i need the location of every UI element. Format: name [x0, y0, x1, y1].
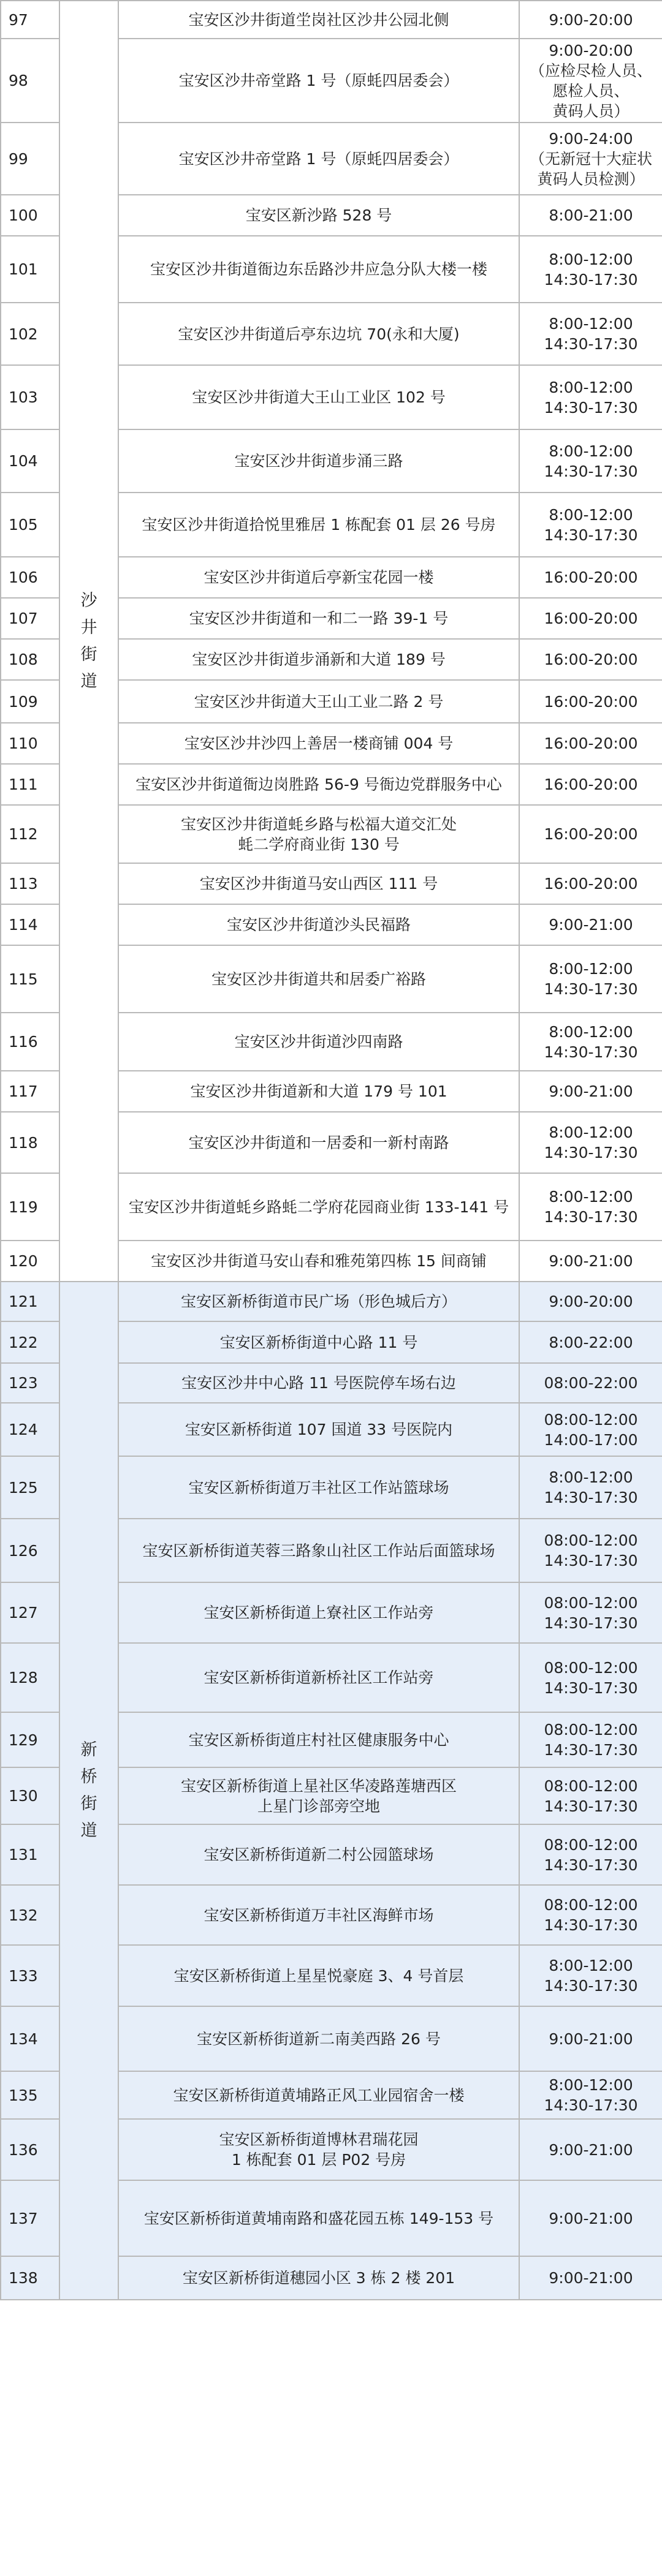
- site-address: 宝安区新桥街道上寮社区工作站旁: [118, 1582, 519, 1643]
- opening-hours: 8:00-12:00 14:30-17:30: [519, 1945, 662, 2006]
- row-number: 136: [1, 2119, 59, 2180]
- row-number: 98: [1, 39, 59, 123]
- opening-hours: 8:00-12:00 14:30-17:30: [519, 1112, 662, 1173]
- site-address: 宝安区沙井街道后亭新宝花园一楼: [118, 557, 519, 598]
- site-address: 宝安区沙井街道沙头民福路: [118, 904, 519, 945]
- opening-hours: 9:00-24:00 （无新冠十大症状 黄码人员检测）: [519, 123, 662, 195]
- site-address: 宝安区沙井街道步涌三路: [118, 429, 519, 493]
- opening-hours: 16:00-20:00: [519, 764, 662, 805]
- site-address: 宝安区沙井街道步涌新和大道 189 号: [118, 639, 519, 680]
- opening-hours: 9:00-21:00: [519, 2256, 662, 2300]
- table-row: [1, 1282, 662, 1321]
- row-number: 125: [1, 1456, 59, 1519]
- site-address: 宝安区沙井街道大王山工业区 102 号: [118, 365, 519, 429]
- row-number: 138: [1, 2256, 59, 2300]
- row-number: 132: [1, 1885, 59, 1945]
- opening-hours: 8:00-12:00 14:30-17:30: [519, 493, 662, 557]
- site-address: 宝安区沙井街道后亭东边坑 70(永和大厦): [118, 303, 519, 365]
- opening-hours: 8:00-12:00 14:30-17:30: [519, 945, 662, 1013]
- site-address: 宝安区新桥街道庄村社区健康服务中心: [118, 1712, 519, 1767]
- opening-hours: 8:00-12:00 14:30-17:30: [519, 1456, 662, 1519]
- row-number: 129: [1, 1712, 59, 1767]
- table-row: [1, 1, 662, 39]
- row-number: 100: [1, 195, 59, 236]
- opening-hours: 9:00-21:00: [519, 2006, 662, 2071]
- opening-hours: 9:00-21:00: [519, 1241, 662, 1282]
- row-number: 126: [1, 1519, 59, 1582]
- site-address: 宝安区新桥街道博林君瑞花园 1 栋配套 01 层 P02 号房: [118, 2119, 519, 2180]
- opening-hours: 9:00-21:00: [519, 2119, 662, 2180]
- opening-hours: 08:00-22:00: [519, 1363, 662, 1403]
- opening-hours: 08:00-12:00 14:30-17:30: [519, 1824, 662, 1885]
- row-number: 111: [1, 764, 59, 805]
- opening-hours: 8:00-21:00: [519, 195, 662, 236]
- opening-hours: 9:00-21:00: [519, 1071, 662, 1112]
- row-number: 127: [1, 1582, 59, 1643]
- opening-hours: 08:00-12:00 14:30-17:30: [519, 1519, 662, 1582]
- site-address: 宝安区沙井街道新和大道 179 号 101: [118, 1071, 519, 1112]
- site-address: 宝安区新桥街道万丰社区工作站篮球场: [118, 1456, 519, 1519]
- site-address: 宝安区新沙路 528 号: [118, 195, 519, 236]
- site-address: 宝安区沙井中心路 11 号医院停车场右边: [118, 1363, 519, 1403]
- site-address: 宝安区新桥街道上星社区华凌路莲塘西区 上星门诊部旁空地: [118, 1767, 519, 1824]
- site-address: 宝安区新桥街道穗园小区 3 栋 2 楼 201: [118, 2256, 519, 2300]
- row-number: 135: [1, 2071, 59, 2119]
- opening-hours: 8:00-22:00: [519, 1321, 662, 1363]
- row-number: 117: [1, 1071, 59, 1112]
- row-number: 121: [1, 1282, 59, 1321]
- opening-hours: 8:00-12:00 14:30-17:30: [519, 1013, 662, 1071]
- row-number: 104: [1, 429, 59, 493]
- opening-hours: 8:00-12:00 14:30-17:30: [519, 1173, 662, 1241]
- row-number: 112: [1, 805, 59, 863]
- site-address: 宝安区新桥街道万丰社区海鲜市场: [118, 1885, 519, 1945]
- row-number: 109: [1, 680, 59, 723]
- site-address: 宝安区沙井街道和一居委和一新村南路: [118, 1112, 519, 1173]
- site-address: 宝安区新桥街道新桥社区工作站旁: [118, 1643, 519, 1712]
- row-number: 106: [1, 557, 59, 598]
- district-name: [59, 1282, 118, 2300]
- site-address: 宝安区沙井街道马安山西区 111 号: [118, 863, 519, 904]
- site-address: 宝安区沙井街道共和居委广裕路: [118, 945, 519, 1013]
- site-address: 宝安区沙井街道大王山工业二路 2 号: [118, 680, 519, 723]
- row-number: 97: [1, 1, 59, 39]
- site-address: 宝安区新桥街道新二村公园篮球场: [118, 1824, 519, 1885]
- opening-hours: 16:00-20:00: [519, 680, 662, 723]
- site-address: 宝安区沙井街道蚝乡路蚝二学府花园商业街 133-141 号: [118, 1173, 519, 1241]
- opening-hours: 8:00-12:00 14:30-17:30: [519, 429, 662, 493]
- opening-hours: 9:00-20:00: [519, 1282, 662, 1321]
- district-label: 沙井街道: [80, 591, 97, 691]
- site-address: 宝安区新桥街道芙蓉三路象山社区工作站后面篮球场: [118, 1519, 519, 1582]
- opening-hours: 08:00-12:00 14:30-17:30: [519, 1643, 662, 1712]
- opening-hours: 8:00-12:00 14:30-17:30: [519, 365, 662, 429]
- row-number: 134: [1, 2006, 59, 2071]
- row-number: 119: [1, 1173, 59, 1241]
- row-number: 118: [1, 1112, 59, 1173]
- site-address: 宝安区沙井街道拾悦里雅居 1 栋配套 01 层 26 号房: [118, 493, 519, 557]
- row-number: 130: [1, 1767, 59, 1824]
- row-number: 122: [1, 1321, 59, 1363]
- site-address: 宝安区沙井街道沙四南路: [118, 1013, 519, 1071]
- opening-hours: 08:00-12:00 14:30-17:30: [519, 1767, 662, 1824]
- site-address: 宝安区新桥街道中心路 11 号: [118, 1321, 519, 1363]
- row-number: 128: [1, 1643, 59, 1712]
- row-number: 114: [1, 904, 59, 945]
- opening-hours: 16:00-20:00: [519, 557, 662, 598]
- opening-hours: 08:00-12:00 14:30-17:30: [519, 1712, 662, 1767]
- site-address: 宝安区沙井街道蚝乡路与松福大道交汇处 蚝二学府商业街 130 号: [118, 805, 519, 863]
- opening-hours: 8:00-12:00 14:30-17:30: [519, 303, 662, 365]
- site-address: 宝安区沙井街道衙边岗胜路 56-9 号衙边党群服务中心: [118, 764, 519, 805]
- row-number: 120: [1, 1241, 59, 1282]
- row-number: 107: [1, 598, 59, 639]
- opening-hours: 16:00-20:00: [519, 805, 662, 863]
- row-number: 99: [1, 123, 59, 195]
- opening-hours: 08:00-12:00 14:30-17:30: [519, 1582, 662, 1643]
- row-number: 105: [1, 493, 59, 557]
- row-number: 108: [1, 639, 59, 680]
- site-address: 宝安区沙井街道坣岗社区沙井公园北侧: [118, 1, 519, 39]
- opening-hours: 8:00-12:00 14:30-17:30: [519, 2071, 662, 2119]
- opening-hours: 16:00-20:00: [519, 598, 662, 639]
- district-label: 新桥街道: [80, 1740, 97, 1840]
- row-number: 115: [1, 945, 59, 1013]
- site-address: 宝安区新桥街道上星星悦豪庭 3、4 号首层: [118, 1945, 519, 2006]
- site-address: 宝安区沙井街道马安山春和雅苑第四栋 15 间商铺: [118, 1241, 519, 1282]
- opening-hours: 16:00-20:00: [519, 639, 662, 680]
- site-address: 宝安区沙井街道衙边东岳路沙井应急分队大楼一楼: [118, 236, 519, 303]
- site-address: 宝安区沙井街道和一和二一路 39-1 号: [118, 598, 519, 639]
- site-address: 宝安区新桥街道黄埔路正风工业园宿舍一楼: [118, 2071, 519, 2119]
- row-number: 116: [1, 1013, 59, 1071]
- row-number: 131: [1, 1824, 59, 1885]
- row-number: 113: [1, 863, 59, 904]
- opening-hours: 08:00-12:00 14:00-17:00: [519, 1403, 662, 1456]
- site-address: 宝安区新桥街道市民广场（形色城后方）: [118, 1282, 519, 1321]
- site-address: 宝安区沙井帝堂路 1 号（原蚝四居委会）: [118, 123, 519, 195]
- opening-hours: 9:00-21:00: [519, 904, 662, 945]
- opening-hours: 08:00-12:00 14:30-17:30: [519, 1885, 662, 1945]
- opening-hours: 8:00-12:00 14:30-17:30: [519, 236, 662, 303]
- site-address: 宝安区沙井帝堂路 1 号（原蚝四居委会）: [118, 39, 519, 123]
- row-number: 123: [1, 1363, 59, 1403]
- site-address: 宝安区新桥街道 107 国道 33 号医院内: [118, 1403, 519, 1456]
- opening-hours: 16:00-20:00: [519, 723, 662, 764]
- table-body: [1, 1, 662, 2300]
- opening-hours: 9:00-21:00: [519, 2180, 662, 2256]
- site-address: 宝安区沙井沙四上善居一楼商铺 004 号: [118, 723, 519, 764]
- row-number: 103: [1, 365, 59, 429]
- opening-hours: 9:00-20:00: [519, 1, 662, 39]
- district-name: [59, 1, 118, 1282]
- row-number: 124: [1, 1403, 59, 1456]
- row-number: 133: [1, 1945, 59, 2006]
- row-number: 101: [1, 236, 59, 303]
- opening-hours: 16:00-20:00: [519, 863, 662, 904]
- row-number: 102: [1, 303, 59, 365]
- opening-hours: 9:00-20:00 （应检尽检人员、 愿检人员、 黄码人员）: [519, 39, 662, 123]
- row-number: 110: [1, 723, 59, 764]
- site-address: 宝安区新桥街道黄埔南路和盛花园五栋 149-153 号: [118, 2180, 519, 2256]
- site-address: 宝安区新桥街道新二南美西路 26 号: [118, 2006, 519, 2071]
- row-number: 137: [1, 2180, 59, 2256]
